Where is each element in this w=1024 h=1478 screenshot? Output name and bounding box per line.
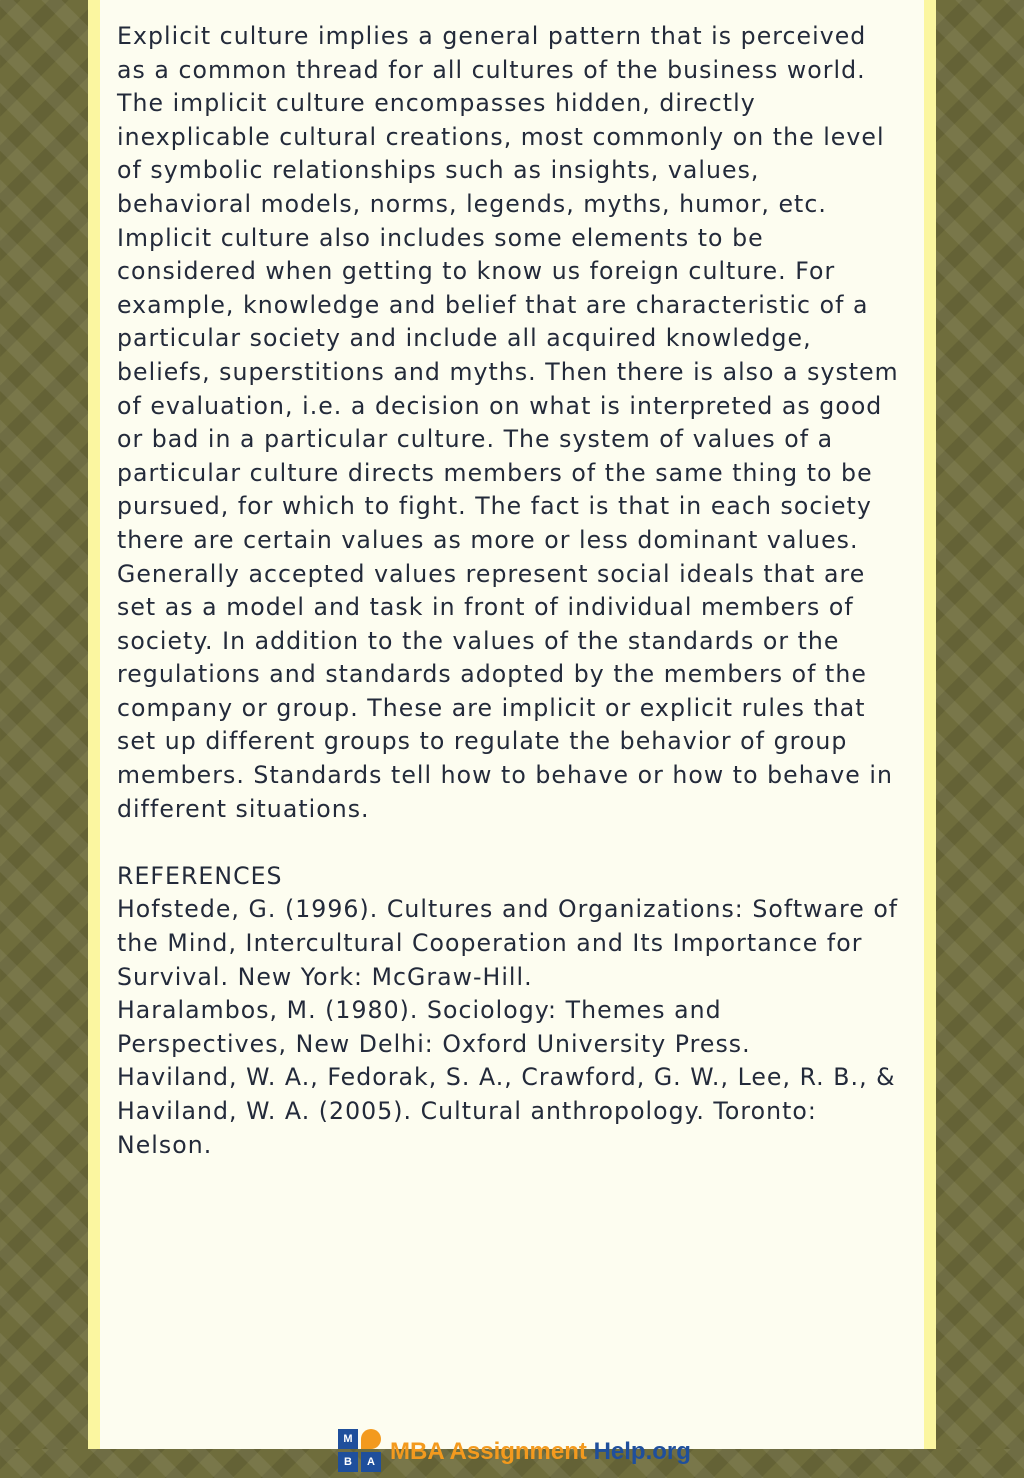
body-line: set up different groups to regulate the behavior of group xyxy=(117,727,848,756)
logo-letter-m: M xyxy=(338,1429,358,1449)
logo-letter-b: B xyxy=(338,1452,358,1472)
body-line: there are certain values as more or less dominant values. xyxy=(117,525,859,554)
body-line: behavioral models, norms, legends, myths, humor, etc. xyxy=(117,189,827,218)
reference-line: Haviland, W. A. (2005). Cultural anthropology. Toronto: xyxy=(117,1097,817,1125)
body-line: Generally accepted values represent social ideals that are xyxy=(117,559,866,588)
reference-line: the Mind, Intercultural Cooperation and Its Importance for xyxy=(117,929,863,958)
body-line: inexplicable cultural creations, most commonly on the level xyxy=(117,122,885,151)
paragraph-gap xyxy=(117,826,917,860)
reference-line: Haralambos, M. (1980). Sociology: Themes and xyxy=(117,996,722,1025)
footer-logo xyxy=(338,1426,691,1478)
body-line: or bad in a particular culture. The system of values of a xyxy=(117,425,834,454)
reference-line: Hofstede, G. (1996). Cultures and Organizations: Software of xyxy=(117,895,899,924)
logo-letter-a: A xyxy=(361,1452,381,1472)
reference-line: Survival. New York: McGraw-Hill. xyxy=(117,962,533,991)
reference-line: Perspectives, New Delhi: Oxford University Press. xyxy=(117,1029,751,1058)
body-line: pursued, for which to fight. The fact is that in each society xyxy=(117,492,872,521)
body-line: considered when getting to know us foreign culture. For xyxy=(117,257,836,286)
body-line: of evaluation, i.e. a decision on what is interpreted as good xyxy=(117,391,883,420)
reference-line: Nelson. xyxy=(117,1130,213,1159)
logo-icon xyxy=(338,1429,384,1475)
body-line: of symbolic relationships such as insights, values, xyxy=(117,156,760,185)
logo-brand-secondary: Help.org xyxy=(586,1438,691,1465)
body-line: particular society and include all acquired knowledge, xyxy=(117,324,812,353)
reference-line: Haviland, W. A., Fedorak, S. A., Crawford, G. W., Lee, R. B., & xyxy=(117,1063,896,1092)
logo-brand-primary: MBA Assignment xyxy=(390,1438,587,1465)
body-line: The implicit culture encompasses hidden, directly xyxy=(117,89,756,118)
body-line: set as a model and task in front of individual members of xyxy=(117,593,854,622)
references-heading: REFERENCES xyxy=(117,861,283,890)
body-line: beliefs, superstitions and myths. Then there is also a system xyxy=(117,357,899,386)
body-line: company or group. These are implicit or explicit rules that xyxy=(117,693,866,722)
document-body xyxy=(117,20,917,1162)
body-line: example, knowledge and belief that are characteristic of a xyxy=(117,290,869,319)
body-line: as a common thread for all cultures of the business world. xyxy=(117,55,866,84)
body-line: particular culture directs members of the same thing to be xyxy=(117,458,873,487)
body-line: different situations. xyxy=(117,794,370,823)
body-line: Explicit culture implies a general pattern that is perceived xyxy=(117,22,867,50)
body-line: Implicit culture also includes some elements to be xyxy=(117,223,764,252)
logo-wordmark xyxy=(390,1438,691,1466)
logo-accent-shape xyxy=(361,1429,381,1449)
body-line: regulations and standards adopted by the members of the xyxy=(117,660,867,689)
body-line: members. Standards tell how to behave or how to behave in xyxy=(117,761,893,790)
body-line: society. In addition to the values of the standards or the xyxy=(117,626,840,655)
